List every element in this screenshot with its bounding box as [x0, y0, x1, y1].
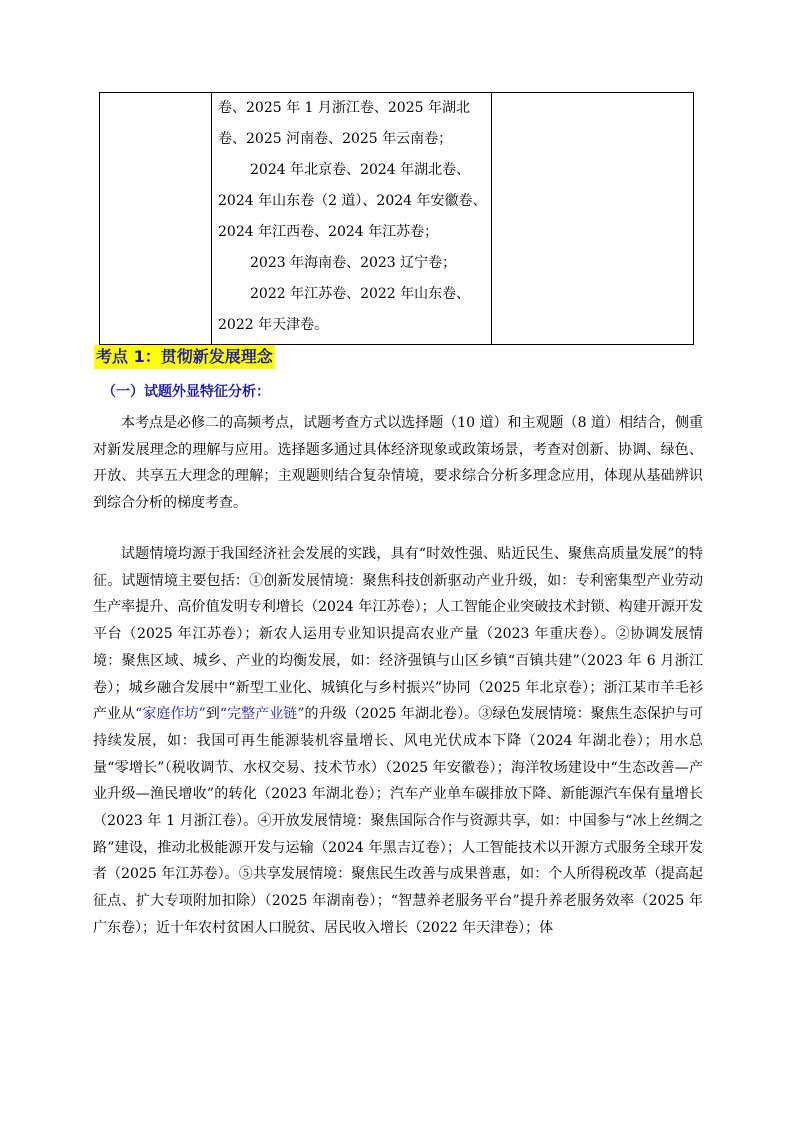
section-heading: 考点 1：贯彻新发展理念	[94, 345, 275, 369]
table-line: 2023 年海南卷、2023 辽宁卷；	[250, 255, 457, 271]
exam-source-cell	[218, 93, 490, 341]
table-line: 卷、2025 河南卷、2025 年云南卷；	[218, 131, 453, 147]
table-line: 2022 年天津卷。	[218, 317, 329, 333]
table-column-divider	[491, 93, 492, 344]
table-line: 2022 年江苏卷、2022 年山东卷、	[250, 286, 471, 302]
table-column-divider	[211, 93, 212, 344]
quoted-term: “完整产业链”	[219, 706, 305, 723]
quoted-term: “家庭作坊”	[135, 706, 206, 723]
table-line: 2024 年江西卷、2024 年江苏卷；	[218, 224, 439, 240]
table-line: 2024 年北京卷、2024 年湖北卷、	[250, 162, 471, 178]
exam-source-table	[99, 92, 694, 345]
paragraph-intro: 本考点是必修二的高频考点，试题考查方式以选择题（10 道）和主观题（8 道）相结合，侧重对新发展理念的理解与应用。选择题多通过具体经济现象或政策场景，考查对创新、协调、绿色、开放、共享五大理念的理解；主观题则结合复杂情境，要求综合分析多理念应用，体现从基础辨识到综合分析的梯度考查。	[93, 415, 703, 512]
paragraph-text: 的升级（2025 年湖北卷）。③绿色发展情境：聚焦生态保护与可持续发展，如：我国可再生能源装机容量增长、风电光伏成本下降（2024 年湖北卷）；用水总量“零增长”（税收调节、水权交易、技术节水）（2025 年安徽卷）；海洋牧场建设中“生态改善—产业升级—渔民增收”的转化（2023 年湖北卷）；汽车产业单车碳排放下降、新能源汽车保有量增长（2023 年 1 月浙江卷）。④开放发展情境：聚焦国际合作与资源共享，如：中国参与“冰上丝绸之路”建设，推动北极能源开发与运输（2024 年黑吉辽卷）；人工智能技术以开源方式服务全球开发者（2025 年江苏卷）。⑤共享发展情境：聚焦民生改善与成果普惠，如：个人所得税改革（提高起征点、扩大专项附加扣除）（2025 年湖南卷）；“智慧养老服务平台”提升养老服务效率（2025 年广东卷）；近十年农村贫困人口脱贫、居民收入增长（2022 年天津卷）；体	[93, 706, 704, 936]
table-line: 2024 年山东卷（2 道）、2024 年安徽卷、	[218, 193, 487, 209]
paragraph-text: 试题情境均源于我国经济社会发展的实践，具有“时效性强、贴近民生、聚焦高质量发展”的特征。试题情境主要包括：①创新发展情境：聚焦科技创新驱动产业升级，如：专利密集型产业劳动生产率提升、高价值发明专利增长（2024 年江苏卷）；人工智能企业突破技术封锁、构建开源开发平台（2025 年江苏卷）；新农人运用专业知识提高农业产量（2023 年重庆卷）。②协调发展情境：聚焦区域、城乡、产业的均衡发展，如：经济强镇与山区乡镇“百镇共建”（2023 年 6 月浙江卷）；城乡融合发展中“新型工业化、城镇化与乡村振兴”协同（2025 年北京卷）；浙江某市羊毛衫产业从	[93, 546, 703, 723]
table-line: 卷、2025 年 1 月浙江卷、2025 年湖北	[218, 100, 470, 116]
paragraph-text: 到	[205, 706, 220, 723]
subsection-heading: （一）试题外显特征分析：	[102, 384, 270, 400]
paragraph-contexts	[93, 541, 703, 942]
